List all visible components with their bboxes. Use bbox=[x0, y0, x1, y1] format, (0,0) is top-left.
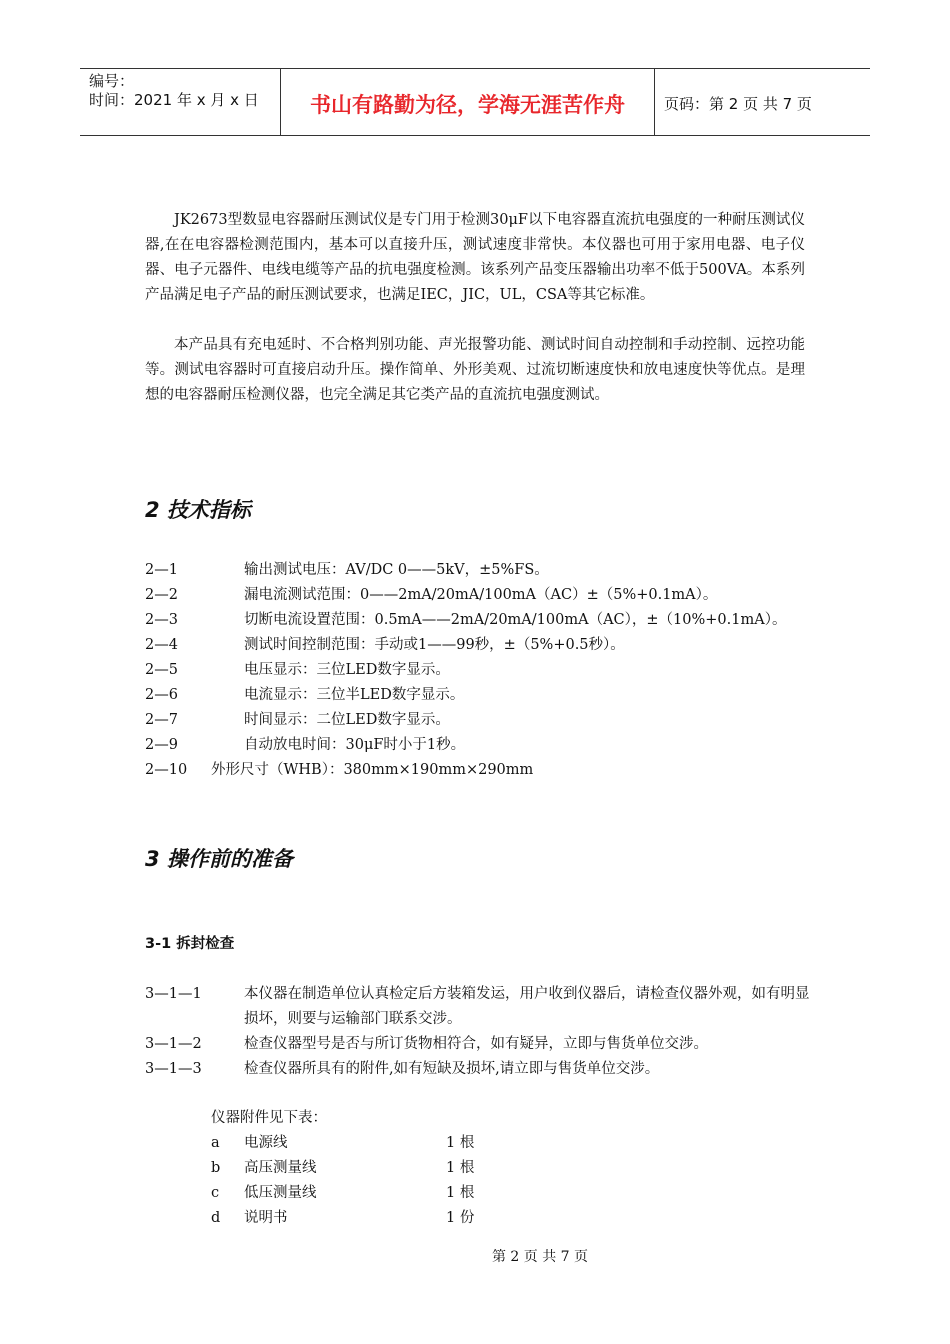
accessory-name: 电源线 bbox=[244, 1135, 288, 1151]
header-page-info: 页码：第 2 页 共 7 页 bbox=[664, 94, 812, 113]
spec-item bbox=[145, 608, 845, 633]
spec-item-number: 2—4 bbox=[145, 637, 178, 653]
accessory-letter: c bbox=[211, 1185, 220, 1201]
document-date: 时间：2021 年 x 月 x 日 bbox=[89, 91, 259, 109]
accessory-row bbox=[211, 1131, 611, 1156]
spec-item bbox=[145, 683, 845, 708]
accessory-name: 低压测量线 bbox=[244, 1185, 317, 1201]
accessory-letter: d bbox=[211, 1210, 221, 1226]
page-header bbox=[80, 68, 870, 136]
accessory-quantity: 1 份 bbox=[446, 1210, 475, 1226]
spec-item bbox=[145, 633, 845, 658]
spec-item-text: 切断电流设置范围：0.5mA——2mA/20mA/100mA（AC），±（10%+0.1mA）。 bbox=[244, 612, 787, 628]
section-3-title: 3 操作前的准备 bbox=[145, 847, 293, 871]
check-item-number: 3—1—2 bbox=[145, 1036, 202, 1052]
check-item-text: 检查仪器型号是否与所订货物相符合，如有疑异，立即与售货单位交涉。 bbox=[244, 1036, 708, 1052]
spec-item-number: 2—7 bbox=[145, 712, 178, 728]
accessory-quantity: 1 根 bbox=[446, 1185, 475, 1201]
spec-item-text: 自动放电时间：30μF时小于1秒。 bbox=[244, 737, 466, 753]
accessory-letter: b bbox=[211, 1160, 221, 1176]
spec-list bbox=[145, 558, 845, 783]
spec-item bbox=[145, 733, 845, 758]
accessory-row bbox=[211, 1181, 611, 1206]
spec-item-number: 2—3 bbox=[145, 612, 178, 628]
spec-item-text: 电流显示：三位半LED数字显示。 bbox=[244, 687, 465, 703]
spec-item bbox=[145, 583, 845, 608]
spec-item bbox=[145, 658, 845, 683]
spec-item bbox=[145, 708, 845, 733]
accessory-quantity: 1 根 bbox=[446, 1135, 475, 1151]
spec-item-text: 外形尺寸（WHB）：380mm×190mm×290mm bbox=[211, 762, 534, 778]
accessory-row bbox=[211, 1156, 611, 1181]
header-motto: 书山有路勤为径，学海无涯苦作舟 bbox=[281, 69, 655, 135]
spec-item bbox=[145, 558, 845, 583]
accessory-letter: a bbox=[211, 1135, 220, 1151]
spec-item-text: 测试时间控制范围：手动或1——99秒，±（5%+0.5秒）。 bbox=[244, 637, 625, 653]
check-item bbox=[145, 982, 815, 1032]
accessory-row bbox=[211, 1206, 611, 1231]
spec-item-number: 2—9 bbox=[145, 737, 178, 753]
header-meta bbox=[80, 69, 281, 135]
spec-item-text: 漏电流测试范围：0——2mA/20mA/100mA（AC）±（5%+0.1mA）。 bbox=[244, 587, 718, 603]
spec-item-text: 电压显示：三位LED数字显示。 bbox=[244, 662, 450, 678]
intro-paragraph-2: 本产品具有充电延时、不合格判别功能、声光报警功能、测试时间自动控制和手动控制、远控功能等。测试电容器时可直接启动升压。操作简单、外形美观、过流切断速度快和放电速度快等优点。是理想的电容器耐压检测仪器，也完全满足其它类产品的直流抗电强度测试。 bbox=[145, 337, 805, 403]
accessories-list bbox=[211, 1106, 611, 1231]
spec-item-number: 2—10 bbox=[145, 762, 188, 778]
spec-item-text: 时间显示：二位LED数字显示。 bbox=[244, 712, 450, 728]
page-footer: 第 2 页 共 7 页 bbox=[491, 1249, 589, 1265]
spec-item bbox=[145, 758, 845, 783]
spec-item-text: 输出测试电压：AV/DC 0——5kV，±5%FS。 bbox=[244, 562, 549, 578]
accessory-name: 高压测量线 bbox=[244, 1160, 317, 1176]
check-item bbox=[145, 1057, 815, 1082]
check-item-number: 3—1—3 bbox=[145, 1061, 202, 1077]
section-2-title: 2 技术指标 bbox=[145, 498, 251, 522]
accessories-intro: 仪器附件见下表： bbox=[211, 1110, 327, 1126]
spec-item-number: 2—5 bbox=[145, 662, 178, 678]
spec-item-number: 2—2 bbox=[145, 587, 178, 603]
check-item bbox=[145, 1032, 815, 1057]
check-list bbox=[145, 982, 815, 1082]
spec-item-number: 2—6 bbox=[145, 687, 178, 703]
accessory-name: 说明书 bbox=[244, 1210, 288, 1226]
section-3-1-title: 3-1 拆封检查 bbox=[145, 936, 235, 952]
spec-item-number: 2—1 bbox=[145, 562, 178, 578]
check-item-text: 本仪器在制造单位认真检定后方装箱发运，用户收到仪器后，请检查仪器外观，如有明显损坏，则要与运输部门联系交涉。 bbox=[244, 986, 810, 1027]
document-number-label: 编号： bbox=[89, 72, 135, 90]
check-item-text: 检查仪器所具有的附件,如有短缺及损坏,请立即与售货单位交涉。 bbox=[244, 1061, 660, 1077]
check-item-number: 3—1—1 bbox=[145, 986, 202, 1002]
intro-paragraph-1: JK2673型数显电容器耐压测试仪是专门用于检测30μF以下电容器直流抗电强度的一种耐压测试仪器,在在电容器检测范围内，基本可以直接升压，测试速度非常快。本仪器也可用于家用电器、电子仪器、电子元器件、电线电缆等产品的抗电强度检测。该系列产品变压器输出功率不低于500VA。本系列产品满足电子产品的耐压测试要求，也满足IEC，JIC，UL，CSA等其它标准。 bbox=[145, 212, 805, 303]
accessory-quantity: 1 根 bbox=[446, 1160, 475, 1176]
